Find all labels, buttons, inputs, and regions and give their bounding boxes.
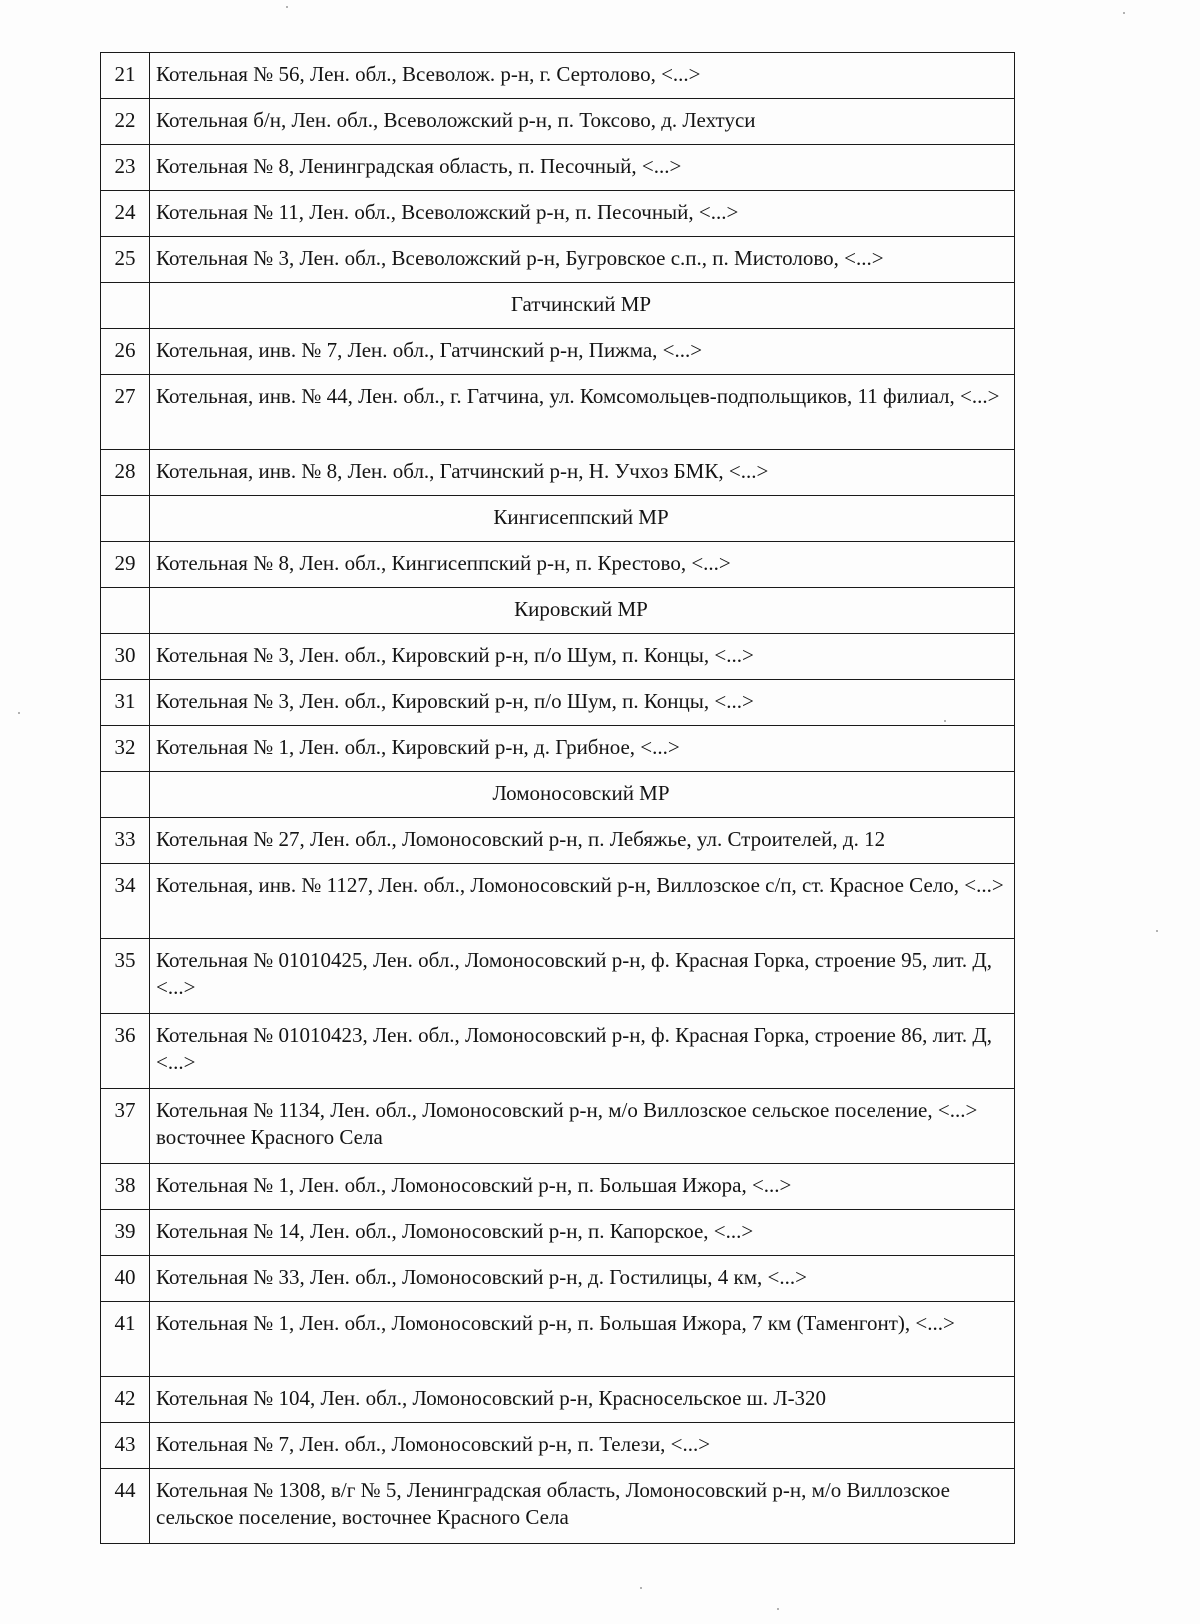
- row-description: Котельная, инв. № 44, Лен. обл., г. Гатчина, ул. Комсомольцев-подпольщиков, 11 филиал, <...>: [150, 375, 1015, 450]
- row-number: [101, 588, 150, 634]
- row-number: 39: [101, 1210, 150, 1256]
- row-description: Котельная № 1, Лен. обл., Ломоносовский р-н, п. Большая Ижора, 7 км (Таменгонт), <...>: [150, 1302, 1015, 1377]
- row-number: 38: [101, 1164, 150, 1210]
- row-number: [101, 283, 150, 329]
- row-description: Котельная № 3, Лен. обл., Всеволожский р-н, Бугровское с.п., п. Мистолово, <...>: [150, 237, 1015, 283]
- row-description: Котельная, инв. № 7, Лен. обл., Гатчинский р-н, Пижма, <...>: [150, 329, 1015, 375]
- row-description: Котельная № 1, Лен. обл., Ломоносовский р-н, п. Большая Ижора, <...>: [150, 1164, 1015, 1210]
- boiler-list-table: [100, 52, 1015, 1544]
- row-number: 40: [101, 1256, 150, 1302]
- section-header-row: [101, 496, 1015, 542]
- table-row: [101, 634, 1015, 680]
- table-row: [101, 329, 1015, 375]
- row-description: Котельная № 01010425, Лен. обл., Ломоносовский р-н, ф. Красная Горка, строение 95, лит. Д, <...>: [150, 939, 1015, 1014]
- scan-speck: [286, 6, 288, 8]
- scan-speck: [777, 1608, 779, 1610]
- row-number: 36: [101, 1014, 150, 1089]
- row-number: 44: [101, 1469, 150, 1544]
- table-row: [101, 450, 1015, 496]
- table-row: [101, 145, 1015, 191]
- row-number: 35: [101, 939, 150, 1014]
- row-description: Котельная № 7, Лен. обл., Ломоносовский р-н, п. Телези, <...>: [150, 1423, 1015, 1469]
- table-row: [101, 1377, 1015, 1423]
- scan-speck: [1123, 12, 1125, 14]
- section-header-row: [101, 772, 1015, 818]
- row-description: Котельная № 3, Лен. обл., Кировский р-н, п/о Шум, п. Концы, <...>: [150, 634, 1015, 680]
- section-title: Гатчинский МР: [150, 283, 1015, 329]
- row-number: 23: [101, 145, 150, 191]
- row-description: Котельная № 01010423, Лен. обл., Ломоносовский р-н, ф. Красная Горка, строение 86, лит. Д, <...>: [150, 1014, 1015, 1089]
- row-description: Котельная, инв. № 1127, Лен. обл., Ломоносовский р-н, Виллозское с/п, ст. Красное Село, <...>: [150, 864, 1015, 939]
- section-header-row: [101, 588, 1015, 634]
- table-row: [101, 191, 1015, 237]
- row-number: 33: [101, 818, 150, 864]
- row-description: Котельная № 104, Лен. обл., Ломоносовский р-н, Красносельское ш. Л-320: [150, 1377, 1015, 1423]
- section-title: Кингисеппский МР: [150, 496, 1015, 542]
- row-description: Котельная № 33, Лен. обл., Ломоносовский р-н, д. Гостилицы, 4 км, <...>: [150, 1256, 1015, 1302]
- row-description: Котельная № 27, Лен. обл., Ломоносовский р-н, п. Лебяжье, ул. Строителей, д. 12: [150, 818, 1015, 864]
- row-description: Котельная № 14, Лен. обл., Ломоносовский р-н, п. Капорское, <...>: [150, 1210, 1015, 1256]
- row-number: 31: [101, 680, 150, 726]
- row-description: Котельная б/н, Лен. обл., Всеволожский р-н, п. Токсово, д. Лехтуси: [150, 99, 1015, 145]
- row-number: 32: [101, 726, 150, 772]
- row-number: 26: [101, 329, 150, 375]
- row-description: Котельная № 8, Лен. обл., Кингисеппский р-н, п. Крестово, <...>: [150, 542, 1015, 588]
- row-number: 21: [101, 53, 150, 99]
- table-row: [101, 1423, 1015, 1469]
- table-row: [101, 726, 1015, 772]
- row-description: Котельная № 1134, Лен. обл., Ломоносовский р-н, м/о Виллозское сельское поселение, <...> восточнее Красного Села: [150, 1089, 1015, 1164]
- table-row: [101, 237, 1015, 283]
- table-row: [101, 1210, 1015, 1256]
- row-description: Котельная № 3, Лен. обл., Кировский р-н, п/о Шум, п. Концы, <...>: [150, 680, 1015, 726]
- table-row: [101, 99, 1015, 145]
- table-row: [101, 1014, 1015, 1089]
- row-description: Котельная № 1, Лен. обл., Кировский р-н, д. Грибное, <...>: [150, 726, 1015, 772]
- row-number: 37: [101, 1089, 150, 1164]
- row-number: 22: [101, 99, 150, 145]
- table-row: [101, 1256, 1015, 1302]
- section-title: Ломоносовский МР: [150, 772, 1015, 818]
- row-number: 29: [101, 542, 150, 588]
- table-row: [101, 542, 1015, 588]
- table-row: [101, 1164, 1015, 1210]
- row-number: 34: [101, 864, 150, 939]
- section-header-row: [101, 283, 1015, 329]
- row-description: Котельная № 56, Лен. обл., Всеволож. р-н, г. Сертолово, <...>: [150, 53, 1015, 99]
- table-row: [101, 1469, 1015, 1544]
- table-row: [101, 680, 1015, 726]
- row-description: Котельная № 11, Лен. обл., Всеволожский р-н, п. Песочный, <...>: [150, 191, 1015, 237]
- row-description: Котельная № 1308, в/г № 5, Ленинградская область, Ломоносовский р-н, м/о Виллозское сельское поселение, восточнее Красного Села: [150, 1469, 1015, 1544]
- table-row: [101, 53, 1015, 99]
- table-row: [101, 939, 1015, 1014]
- row-description: Котельная, инв. № 8, Лен. обл., Гатчинский р-н, Н. Учхоз БМК, <...>: [150, 450, 1015, 496]
- row-number: 27: [101, 375, 150, 450]
- scan-speck: [1156, 930, 1158, 932]
- row-number: 25: [101, 237, 150, 283]
- row-number: 28: [101, 450, 150, 496]
- table-row: [101, 1089, 1015, 1164]
- row-description: Котельная № 8, Ленинградская область, п. Песочный, <...>: [150, 145, 1015, 191]
- table-row: [101, 818, 1015, 864]
- scan-speck: [640, 1587, 642, 1589]
- row-number: 43: [101, 1423, 150, 1469]
- scan-speck: [18, 712, 20, 714]
- table-row: [101, 375, 1015, 450]
- table-row: [101, 864, 1015, 939]
- row-number: [101, 496, 150, 542]
- row-number: 41: [101, 1302, 150, 1377]
- row-number: 42: [101, 1377, 150, 1423]
- row-number: [101, 772, 150, 818]
- row-number: 24: [101, 191, 150, 237]
- row-number: 30: [101, 634, 150, 680]
- section-title: Кировский МР: [150, 588, 1015, 634]
- table-row: [101, 1302, 1015, 1377]
